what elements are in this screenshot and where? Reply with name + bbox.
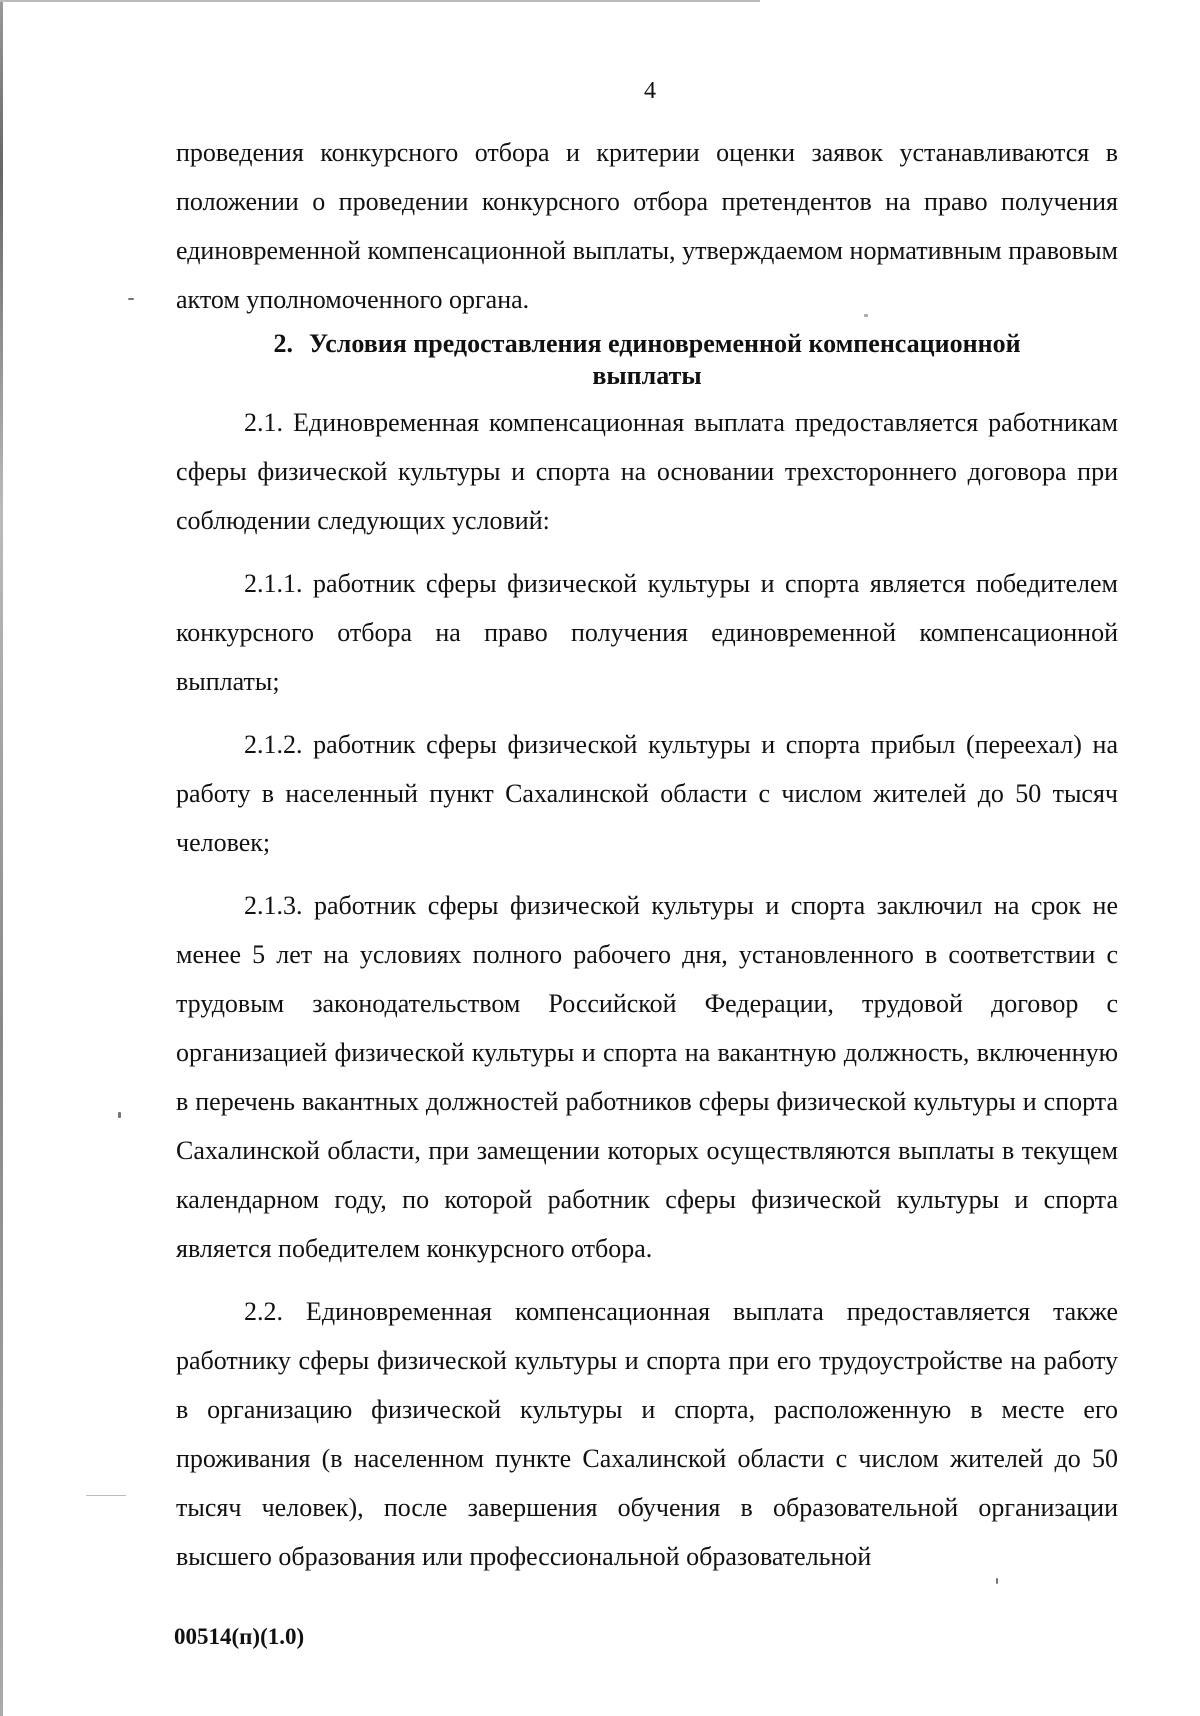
scan-top-edge xyxy=(0,0,760,2)
scan-speck xyxy=(118,1112,121,1118)
scan-speck xyxy=(996,1578,998,1584)
section-heading xyxy=(176,328,1118,392)
paragraph-2-1-1: 2.1.1. работник сферы физической культуры и спорта является победителем конкурсного отбора на право получения единовременной компенсационной выплаты; xyxy=(176,569,1118,696)
paragraph-2-1-3: 2.1.3. работник сферы физической культуры и спорта заключил на срок не менее 5 лет на условиях полного рабочего дня, установленного в соответствии с трудовым законодательством Российской Федерации, трудовой договор с организацией физической культуры и спорта на вакантную должность, включенную в перечень вакантных должностей работников сферы физической культуры и спорта Сахалинской области, при замещении которых осуществляются выплаты в текущем календарном году, по которой работник сферы физической культуры и спорта является победителем конкурсного отбора. xyxy=(176,891,1118,1263)
section-heading-line-1 xyxy=(176,328,1118,360)
section-title-line-1: Условия предоставления единовременной компенсационной xyxy=(308,329,1021,358)
scan-speck xyxy=(86,1495,126,1496)
scan-edge xyxy=(0,0,3,1716)
section-title-line-2: выплаты xyxy=(592,361,702,390)
scan-speck xyxy=(864,314,868,317)
paragraph-2-2: 2.2. Единовременная компенсационная выплата предоставляется также работнику сферы физической культуры и спорта при его трудоустройстве на работу в организацию физической культуры и спорта, расположенную в месте его проживания (в населенном пункте Сахалинской области с числом жителей до 50 тысяч человек), после завершения обучения в образовательной организации высшего образования или профессиональной образовательной xyxy=(176,1297,1118,1571)
paragraph-2-1-2: 2.1.2. работник сферы физической культуры и спорта прибыл (переехал) на работу в населенный пункт Сахалинской области с числом жителей до 50 тысяч человек; xyxy=(176,730,1118,857)
page-number: 4 xyxy=(644,78,656,104)
paragraph-2-1: 2.1. Единовременная компенсационная выплата предоставляется работникам сферы физической культуры и спорта на основании трехстороннего договора при соблюдении следующих условий: xyxy=(176,408,1118,535)
scan-speck xyxy=(128,298,134,300)
paragraph-continuation: проведения конкурсного отбора и критерии оценки заявок устанавливаются в положении о проведении конкурсного отбора претендентов на право получения единовременной компенсационной выплаты, утверждаемом нормативным правовым актом уполномоченного органа. xyxy=(176,138,1118,314)
section-number: 2. xyxy=(273,329,293,358)
document-body xyxy=(176,128,1118,1581)
document-code: 00514(п)(1.0) xyxy=(174,1624,305,1649)
